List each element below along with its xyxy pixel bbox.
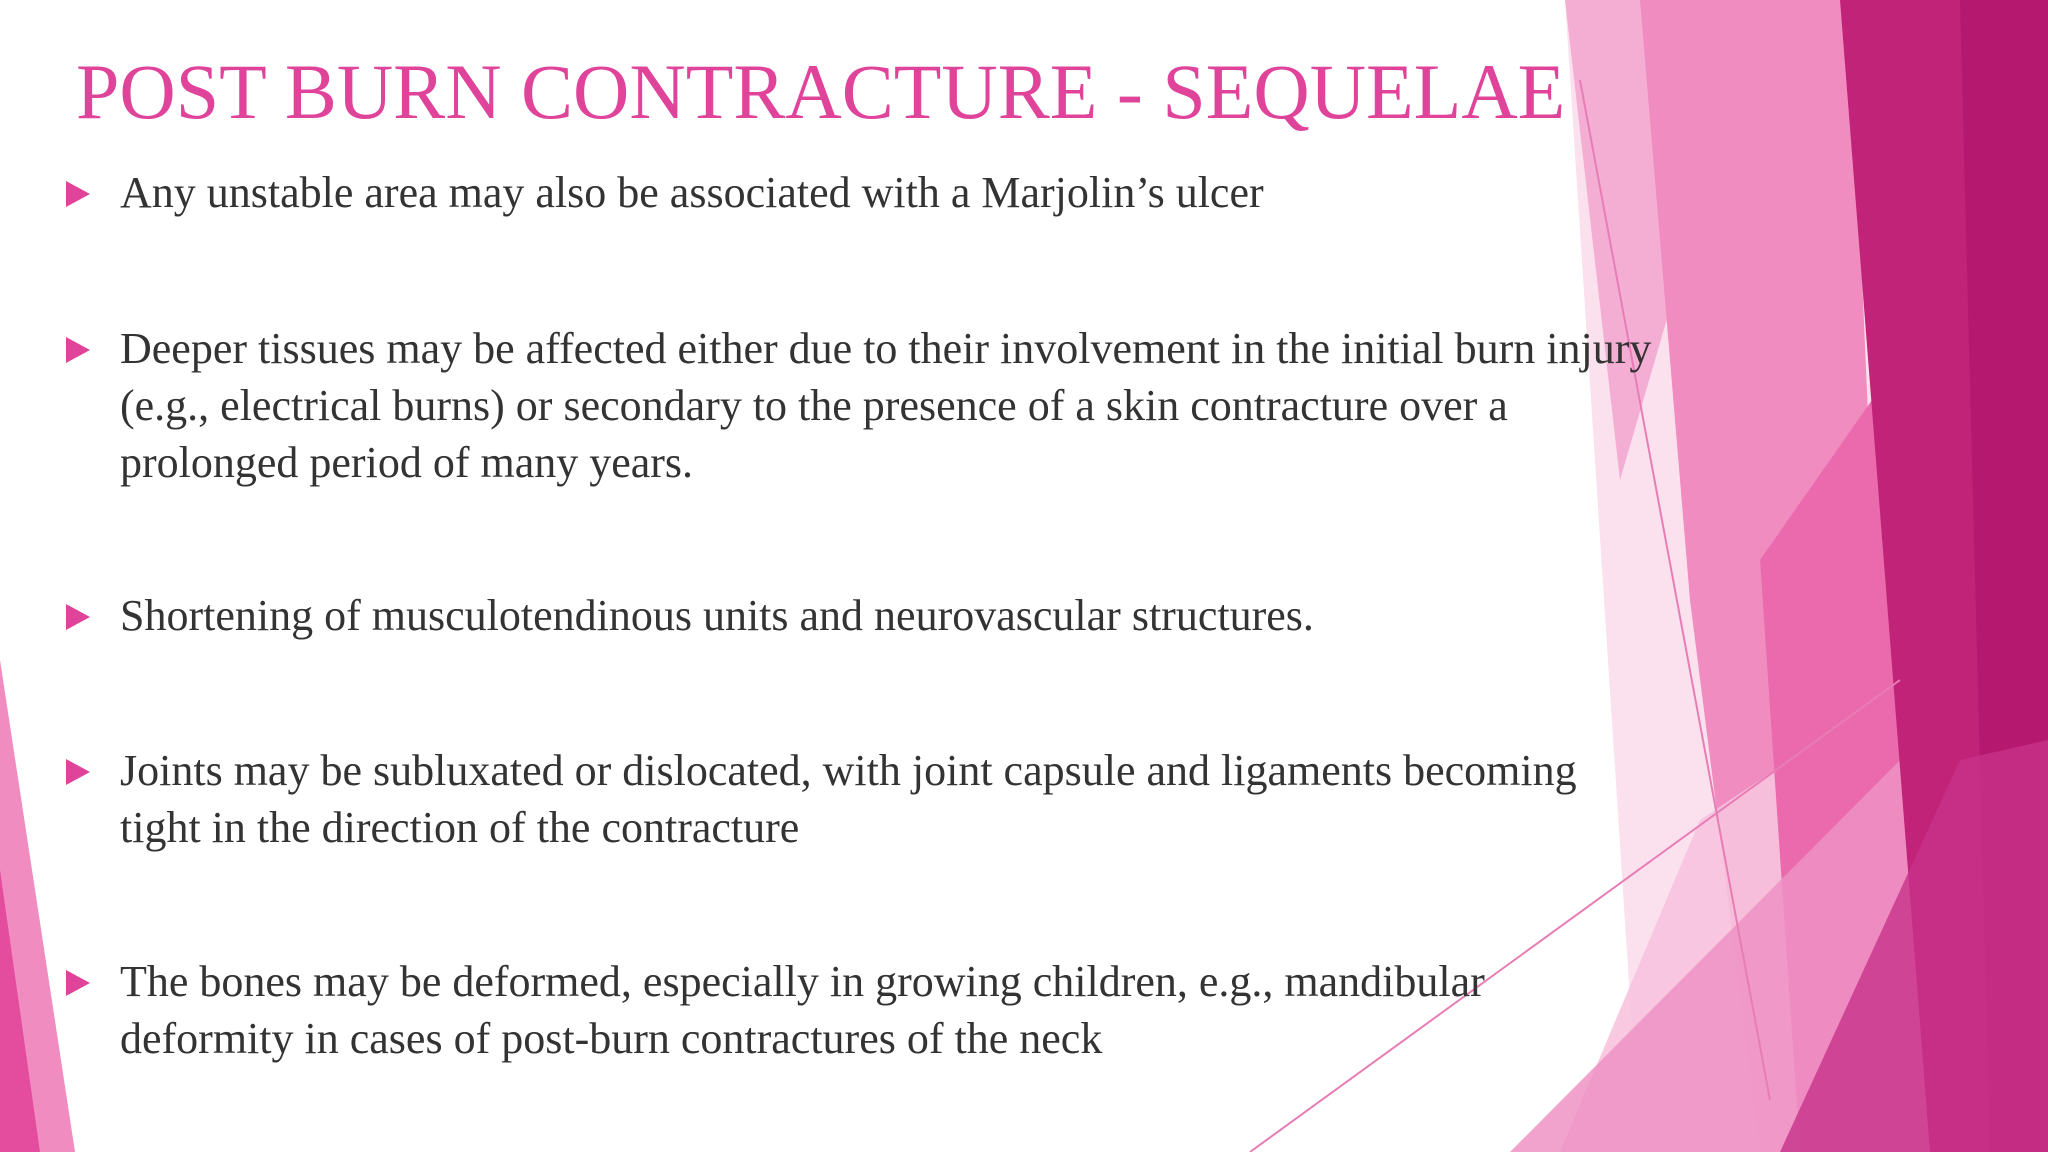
bullet-text-5: The bones may be deformed, especially in growing children, e.g., mandibular deformity in cases of post-burn contractures of the neck xyxy=(120,957,1485,1063)
triangle-right-icon xyxy=(66,759,90,785)
triangle-right-icon xyxy=(66,604,90,630)
bullet-item-4 xyxy=(66,742,1666,856)
bullet-item-5 xyxy=(66,953,1666,1067)
triangle-right-icon xyxy=(66,970,90,996)
bullet-text-2: Deeper tissues may be affected either due to their involvement in the initial burn injury (e.g., electrical burns) or secondary to the presence of a skin contracture over a prolonged period of many years. xyxy=(120,324,1652,487)
bullet-text-4: Joints may be subluxated or dislocated, with joint capsule and ligaments becoming tight in the direction of the contracture xyxy=(120,746,1577,852)
slide-title: POST BURN CONTRACTURE - SEQUELAE xyxy=(76,48,1566,135)
triangle-right-icon xyxy=(66,181,90,207)
bullet-item-2 xyxy=(66,320,1666,491)
triangle-right-icon xyxy=(66,337,90,363)
bullet-text-1: Any unstable area may also be associated with a Marjolin’s ulcer xyxy=(120,168,1264,217)
bullet-item-3 xyxy=(66,587,1666,644)
bullet-item-1 xyxy=(66,164,1666,221)
bullet-text-3: Shortening of musculotendinous units and neurovascular structures. xyxy=(120,591,1314,640)
